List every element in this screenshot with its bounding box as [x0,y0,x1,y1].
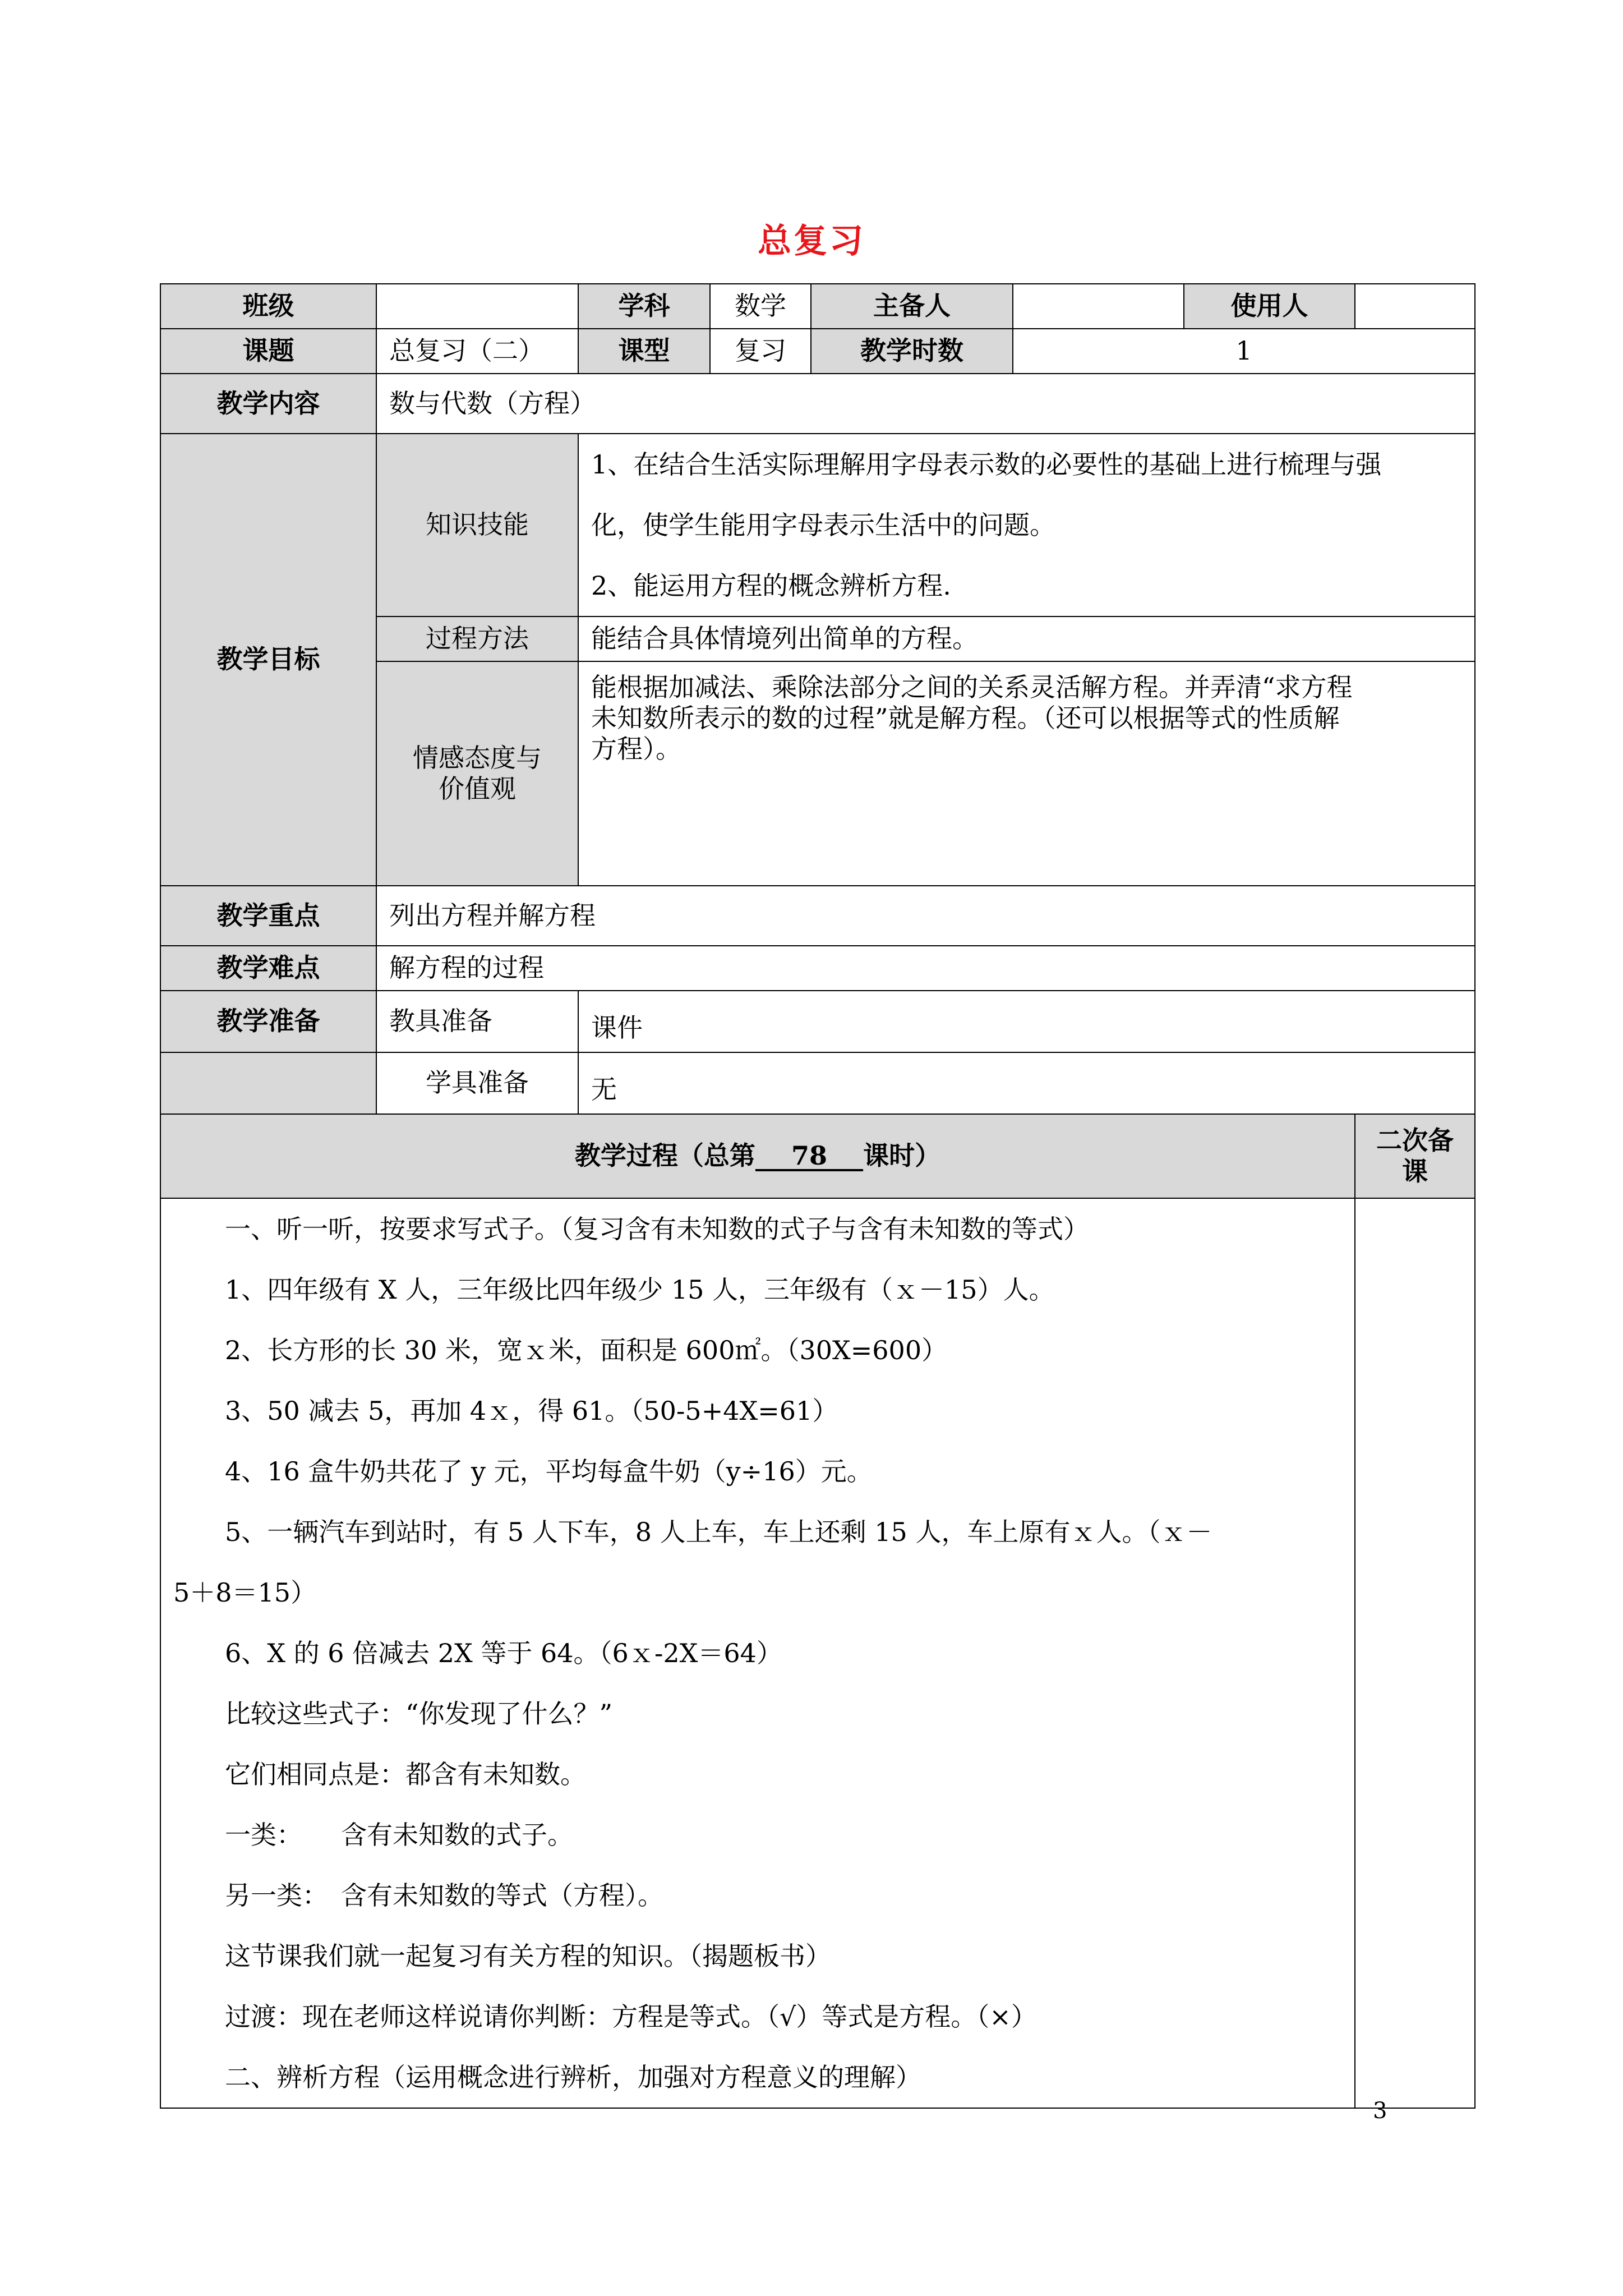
preparation-label: 教学准备 [160,991,376,1052]
process-header-suffix: 课时） [863,1140,941,1171]
emotion-line-1: 能根据加减法、乘除法部分之间的关系灵活解方程。并弄清“求方程 [591,672,1353,702]
process-line-9: 比较这些式子：“你发现了什么？” [225,1699,613,1729]
process-line-5: 4、16 盒牛奶共花了 y 元，平均每盒牛奶（y÷16）元。 [225,1456,873,1487]
topic-label: 课题 [160,329,376,374]
topic-value: 总复习（二） [376,329,578,374]
preparation-label-cont [160,1052,376,1114]
goal-knowledge-row [160,434,1475,616]
content-label: 教学内容 [160,374,376,434]
emotion-label [376,661,578,886]
type-label: 课型 [578,329,710,374]
preparation-teacher-row [160,991,1475,1052]
type-value: 复习 [710,329,811,374]
process-line-1: 一、听一听，按要求写式子。（复习含有未知数的式子与含有未知数的等式） [225,1214,1089,1244]
emotion-line-2: 未知数所表示的数的过程”就是解方程。（还可以根据等式的性质解 [591,703,1340,734]
lesson-plan-table [160,283,1476,2109]
student-prep-label: 学具准备 [376,1052,578,1114]
secondary-prep-body [1355,1198,1475,2108]
process-line-6: 5、一辆汽车到站时，有 5 人下车，8 人上车，车上还剩 15 人，车上原有ｘ人。（ｘ－ [225,1517,1212,1547]
process-body [160,1198,1355,2108]
subject-value: 数学 [710,284,811,329]
content-row [160,374,1475,434]
hours-label: 教学时数 [811,329,1013,374]
process-header-row [160,1114,1475,1198]
secondary-prep-header: 二次备课 [1355,1114,1475,1198]
emotion-text [578,661,1475,886]
student-prep-value: 无 [578,1052,1475,1114]
document-title: 总复习 [758,222,865,261]
process-line-2: 1、四年级有 X 人，三年级比四年级少 15 人，三年级有（ｘ－15）人。 [225,1274,1055,1305]
process-method-label: 过程方法 [376,616,578,661]
difficulty-row [160,946,1475,991]
difficulty-value: 解方程的过程 [376,946,1475,991]
preparer-label: 主备人 [811,284,1013,329]
goals-label: 教学目标 [160,434,376,886]
preparer-value [1013,284,1184,329]
process-line-13: 这节课我们就一起复习有关方程的知识。（揭题板书） [225,1941,831,1971]
emotion-label-line-2: 价值观 [439,774,516,804]
process-line-14: 过渡：现在老师这样说请你判断：方程是等式。（√）等式是方程。（×） [225,2001,1037,2032]
header-row-1 [160,284,1475,329]
process-line-11: 一类： 含有未知数的式子。 [225,1820,573,1850]
lesson-number-value: 78 [791,1140,827,1171]
process-header-prefix: 教学过程（总第 [574,1140,755,1171]
process-line-7: 5＋8＝15） [173,1577,317,1608]
process-body-row [160,1198,1475,2108]
emotion-line-3: 方程）。 [591,734,681,765]
process-line-12: 另一类： 含有未知数的等式（方程）。 [225,1880,663,1911]
subject-label: 学科 [578,284,710,329]
process-line-4: 3、50 减去 5，再加 4ｘ，得 61。（50-5+4X=61） [225,1396,838,1426]
process-line-15: 二、辨析方程（运用概念进行辨析，加强对方程意义的理解） [225,2062,921,2092]
user-value [1355,284,1475,329]
process-line-8: 6、X 的 6 倍减去 2X 等于 64。（6ｘ-2X＝64） [225,1638,782,1668]
process-header [160,1114,1355,1198]
key-point-label: 教学重点 [160,886,376,946]
knowledge-line-3: 2、能运用方程的概念辨析方程. [591,570,951,601]
process-method-text: 能结合具体情境列出简单的方程。 [578,616,1475,661]
hours-value: 1 [1013,329,1475,374]
key-point-value: 列出方程并解方程 [376,886,1475,946]
process-line-10: 它们相同点是：都含有未知数。 [225,1759,586,1789]
emotion-label-line-1: 情感态度与 [413,742,542,773]
teacher-prep-label: 教具准备 [376,991,578,1052]
user-label: 使用人 [1184,284,1355,329]
page-number: 3 [1373,2098,1387,2124]
process-line-3: 2、长方形的长 30 米，宽ｘ米，面积是 600㎡。（30X=600） [225,1335,948,1365]
header-row-2 [160,329,1475,374]
preparation-student-row [160,1052,1475,1114]
knowledge-label: 知识技能 [376,434,578,616]
knowledge-line-1: 1、在结合生活实际理解用字母表示数的必要性的基础上进行梳理与强 [591,449,1382,480]
teacher-prep-value: 课件 [578,991,1475,1052]
class-value [376,284,578,329]
lesson-number [755,1140,863,1171]
content-value: 数与代数（方程） [376,374,1475,434]
knowledge-text [578,434,1475,616]
difficulty-label: 教学难点 [160,946,376,991]
class-label: 班级 [160,284,376,329]
key-point-row [160,886,1475,946]
knowledge-line-2: 化，使学生能用字母表示生活中的问题。 [591,510,1055,540]
